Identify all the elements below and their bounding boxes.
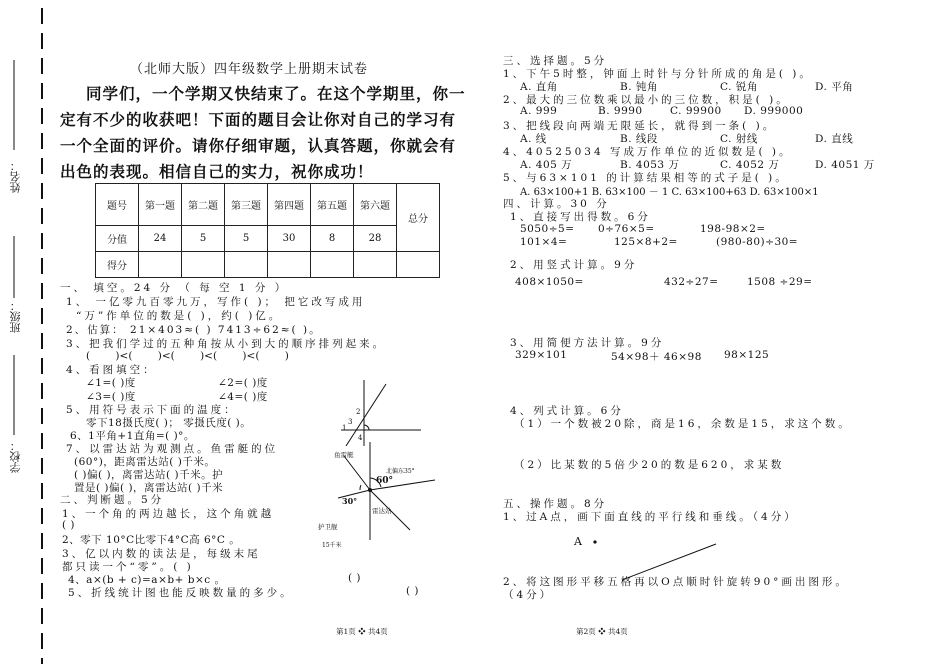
question-text: ∠2=( )度 — [218, 377, 268, 389]
option: A. 线 — [520, 133, 547, 145]
option: A. 直角 — [520, 81, 558, 93]
question-text: ∠3=( )度 — [86, 391, 136, 403]
question-text: 6、1平角+1直角=( )°。 — [70, 430, 195, 442]
question-text: 2、用竖式计算。9分 — [510, 259, 638, 271]
option: C. 99900 — [670, 105, 722, 117]
question-text: 5、与63×101 的计算结果相等的式子是( )。 — [503, 172, 789, 184]
escort-label: 护卫舰 — [318, 523, 338, 531]
section-5-title: 五、操作题。8分 — [503, 498, 608, 510]
school-line — [12, 355, 16, 435]
option: B. 钝角 — [620, 81, 658, 93]
class-line — [12, 236, 16, 298]
calc-item: 408×1050= — [515, 276, 584, 288]
question-text: ∠4=( )度 — [218, 391, 268, 403]
option: B. 4053 万 — [620, 159, 680, 171]
col-header: 第一题 — [139, 184, 182, 226]
class-label: 班级： — [9, 300, 22, 333]
angle-60-label: 60° — [376, 476, 394, 486]
question-text: 3、用简便方法计算。9分 — [510, 337, 665, 349]
torpedo-boat-label: 鱼雷艇 — [334, 451, 354, 459]
option: C. 4052 万 — [720, 159, 780, 171]
question-text: ∠1=( )度 — [86, 377, 136, 389]
question-text: 零下18摄氏度( )； 零摄氏度( )。 — [86, 417, 252, 429]
page-footer: 第1页 ❖ 共4页 — [336, 627, 388, 636]
angle-label: 3 — [348, 418, 353, 426]
intro-line: 同学们，一个学期又快结束了。在这个学期里，你一 — [86, 84, 466, 103]
school-label: 学校： — [9, 440, 22, 473]
answer-parens: ( ) — [406, 585, 420, 597]
question-text: ( )偏( )，离雷达站( )千米。护 — [74, 469, 224, 481]
angle-30-label: 30° — [342, 496, 358, 506]
score-cell[interactable] — [182, 252, 225, 278]
col-header: 第六题 — [354, 184, 397, 226]
score-cell[interactable] — [354, 252, 397, 278]
question-text: （1）一个数被20除，商是16，余数是15，求这个数。 — [514, 418, 852, 430]
score-table — [95, 183, 440, 278]
angle-label: 1 — [342, 424, 347, 432]
score-cell[interactable] — [268, 252, 311, 278]
points-cell: 28 — [354, 226, 397, 252]
point-a-dot — [592, 539, 598, 545]
question-text: （4分） — [503, 589, 554, 601]
question-text: 5、用符号表示下面的温度： — [66, 404, 238, 416]
answer-parens: ( ) — [348, 572, 362, 584]
question-text: 3、把我们学过的五种角按从小到大的顺序排列起来。 — [66, 338, 387, 350]
calc-item: 5050÷5= — [520, 223, 575, 235]
calc-item: 1508 ÷29= — [747, 276, 813, 288]
question-text: (60°)，距离雷达站( )千米。 — [74, 456, 216, 468]
question-text: 4、看图填空： — [66, 364, 157, 376]
name-line — [12, 60, 16, 150]
row-header-points: 分值 — [96, 226, 139, 252]
question-text: 1、过A点，画下面直线的平行线和垂线。（4分） — [503, 511, 798, 523]
intro-line: 出色的表现。相信自己的实力，祝你成功！ — [60, 162, 374, 181]
calc-item: 54×98＋ 46×98 — [611, 351, 702, 363]
col-header: 第二题 — [182, 184, 225, 226]
question-text: 5、折线统计图也能反映数量的多少。 — [68, 587, 294, 599]
question-text: 4、列式计算。6分 — [510, 405, 624, 417]
page-footer: 第2页 ❖ 共4页 — [576, 627, 628, 636]
points-cell: 5 — [225, 226, 268, 252]
question-text: 1、直接写出得数。6分 — [510, 211, 651, 223]
question-text: 7、以雷达站为观测点。鱼雷艇的位 — [66, 443, 279, 455]
calc-item: 0÷76×5= — [598, 223, 655, 235]
option: D. 999000 — [744, 105, 804, 117]
angle-label: 2 — [356, 408, 361, 416]
calc-item: 432÷27= — [664, 276, 719, 288]
name-label: 姓名： — [9, 160, 22, 193]
option-row: A. 63×100+1 B. 63×100 － 1 C. 63×100+63 D. 63×100×1 — [520, 187, 819, 198]
total-header: 总分 — [397, 184, 440, 252]
option: D. 4051 万 — [815, 159, 875, 171]
question-text: ( ) — [62, 519, 76, 531]
question-text: 3、把线段向两端无限延长，就得到一条( )。 — [503, 120, 777, 132]
total-score-cell[interactable] — [397, 252, 440, 278]
option: A. 999 — [520, 105, 558, 117]
option: A. 405 万 — [520, 159, 573, 171]
question-text: ( )<( )<( )<( )<( ) — [86, 350, 289, 362]
section-4-title: 四、计算。30 分 — [503, 198, 610, 210]
calc-item: 101×4= — [520, 236, 568, 248]
option: D. 直线 — [815, 133, 854, 145]
question-text: 4、40525034 写成万作单位的近似数是( )。 — [503, 146, 793, 158]
question-text: 2、零下 10°C比零下4°C高 6°C 。 — [62, 534, 241, 546]
radar-station-label: 雷达站 — [372, 507, 392, 515]
calc-item: 125×8+2= — [614, 236, 678, 248]
calc-item: (980-80)÷30= — [716, 236, 799, 248]
question-text: 1、 一亿零九百零九万，写作( )； 把它改写成用 — [66, 296, 366, 308]
calc-item: 329×101 — [515, 349, 568, 361]
score-cell[interactable] — [225, 252, 268, 278]
question-text: 2、将这图形平移五格再以O点顺时针旋转90°画出图形。 — [503, 576, 849, 588]
option: C. 锐角 — [720, 81, 758, 93]
question-text: 都只读一个“零”。( ) — [62, 561, 194, 573]
col-header: 第四题 — [268, 184, 311, 226]
option: D. 平角 — [815, 81, 854, 93]
distance-label: 15千米 — [322, 542, 342, 549]
row-header-score: 得分 — [96, 252, 139, 278]
question-text: 1、一个角的两边越长，这个角就越 — [62, 508, 275, 520]
points-cell: 30 — [268, 226, 311, 252]
score-cell[interactable] — [139, 252, 182, 278]
angle-label: 4 — [358, 434, 363, 442]
points-cell: 5 — [182, 226, 225, 252]
option: B. 9990 — [598, 105, 643, 117]
points-cell: 24 — [139, 226, 182, 252]
question-text: 4、a×(b + c)=a×b+ b×c 。 — [68, 574, 226, 586]
row-header-question: 题号 — [96, 184, 139, 226]
option: B. 线段 — [620, 133, 658, 145]
col-header: 第三题 — [225, 184, 268, 226]
intro-line: 一个全面的评价。请你仔细审题，认真答题，你就会有 — [60, 136, 457, 155]
question-text: （2）比某数的5倍少20的数是620，求某数 — [514, 459, 785, 471]
calc-item: 98×125 — [724, 349, 770, 361]
question-text: 1、下午5时整，钟面上时针与分针所成的角是( )。 — [503, 68, 813, 80]
col-header: 第五题 — [311, 184, 354, 226]
exam-title: （北师大版）四年级数学上册期末试卷 — [130, 62, 369, 77]
boat-direction-label: 北偏东35° — [386, 468, 415, 475]
score-cell[interactable] — [311, 252, 354, 278]
question-text: 2、最大的三位数乘以最小的三位数，积是( )。 — [503, 94, 790, 106]
points-cell: 8 — [311, 226, 354, 252]
point-a-label: A — [574, 535, 582, 548]
section-1-title: 一、 填空。24 分 （ 每 空 1 分 ） — [60, 282, 289, 294]
section-2-title: 二、判断题。5分 — [60, 494, 165, 506]
calc-item: 198-98×2= — [700, 223, 766, 235]
section-3-title: 三、选择题。5分 — [503, 55, 608, 67]
binding-dashed-line — [36, 0, 48, 672]
question-text: 3、亿以内数的读法是，每级末尾 — [62, 548, 261, 560]
intro-line: 定有不少的收获吧！下面的题目会让你对自己的学习有 — [60, 110, 457, 129]
option: C. 射线 — [720, 133, 758, 145]
question-text: “万”作单位的数是( )，约( )亿。 — [76, 310, 283, 322]
question-text: 2、估算： 21×403≈( ) 7413÷62≈( )。 — [66, 324, 322, 336]
question-text: 置是( )偏( )，离雷达站( )千米 — [74, 482, 224, 494]
angle-figure — [336, 378, 426, 448]
